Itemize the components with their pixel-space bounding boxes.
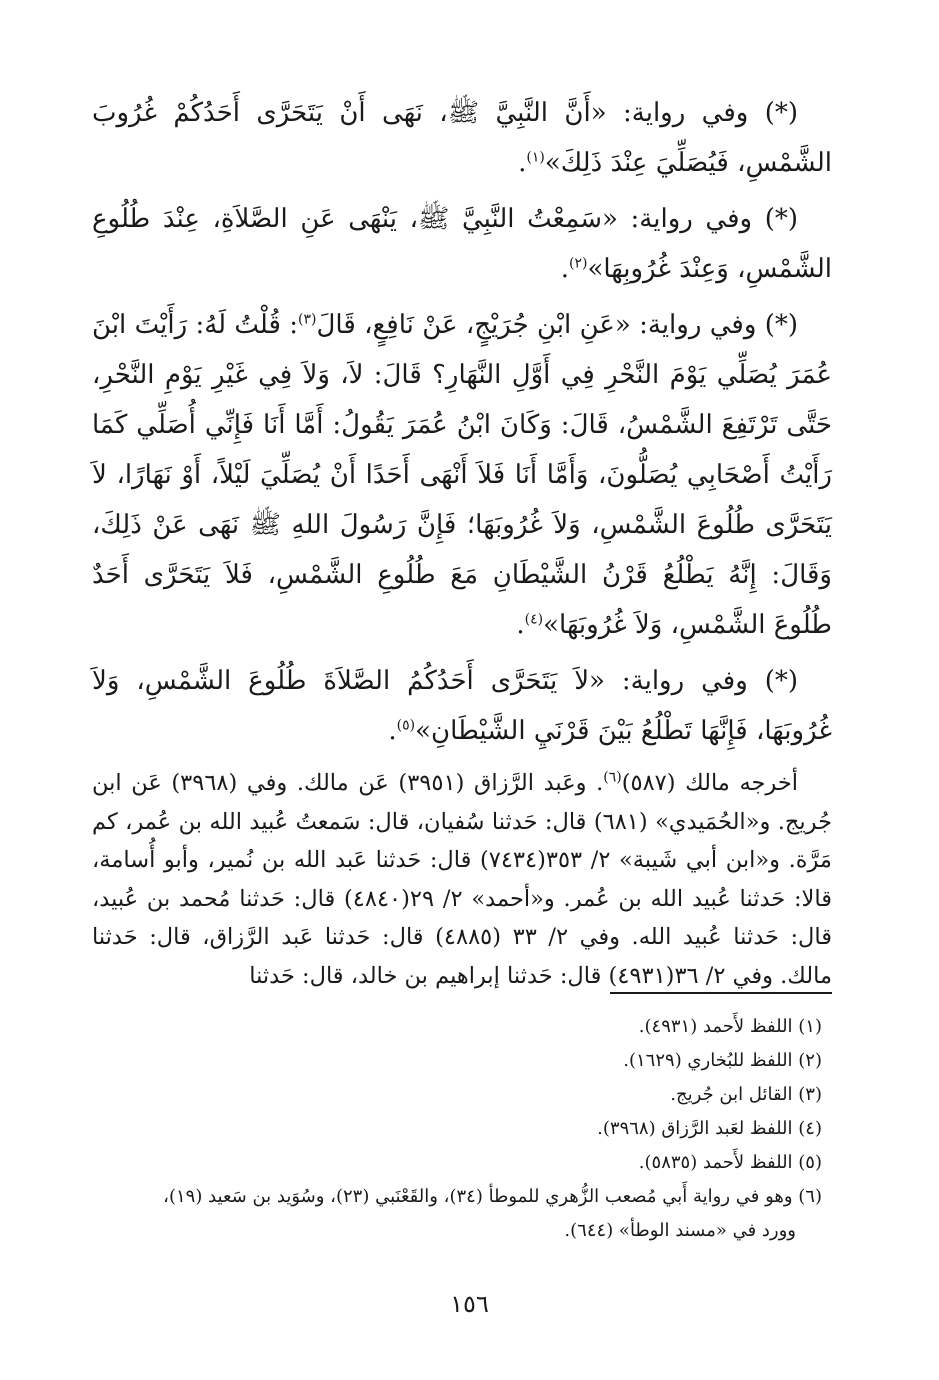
footnote-continuation: وورد في «مسند الوطأ» (٦٤٤). [564,1220,796,1241]
footnote-marker[interactable]: (٦) [603,769,622,786]
hadith-paragraph: (*) وفي رواية: «سَمِعْتُ النَّبِيَّ ﷺ، يَنْهَى عَنِ الصَّلاَةِ، عِنْدَ طُلُوعِ الشَّمْسِ، وَعِنْدَ غُرُوبِهَا»$^{(٢)}$. [92,204,832,284]
footnotes [92,1010,832,1248]
hadith-paragraph: (*) وفي رواية: «عَنِ ابْنِ جُرَيْجٍ، عَنْ نَافِعٍ، قَالَ$^{(٣)}$: قُلْتُ لَهُ: رَأَيْتَ ابْنَ عُمَرَ يُصَلِّي يَوْمَ النَّحْرِ فِي أَوَّلِ النَّهَارِ؟ قَالَ: لاَ، وَلاَ فِي غَيْرِ يَوْمِ النَّحْرِ، حَتَّى تَرْتَفِعَ الشَّمْسُ، قَالَ: وَكَانَ ابْنُ عُمَرَ يَقُولُ: أَمَّا أَنَا فَإِنِّي أُصَلِّي كَمَا رَأَيْتُ أَصْحَابِي يُصَلُّونَ، وَأَمَّا أَنَا فَلاَ أَنْهَى أَحَدًا أَنْ يُصَلِّيَ لَيْلاً، أَوْ نَهَارًا، لاَ يَتَحَرَّى طُلُوعَ الشَّمْسِ، وَلاَ غُرُوبَهَا؛ فَإِنَّ رَسُولَ اللهِ ﷺ نَهَى عَنْ ذَلِكَ، وَقَالَ: إِنَّهُ يَطْلُعُ قَرْنُ الشَّيْطَانِ مَعَ طُلُوعِ الشَّمْسِ، فَلاَ يَتَحَرَّى أَحَدٌ طُلُوعَ الشَّمْسِ، وَلاَ غُرُوبَهَا»$^{(٤)}$. [92,310,832,640]
footnote: (٦) وهو في رواية أَبي مُصعب الزُّهري للموطأ (٣٤)، والقَعْنَبي (٢٣)، وسُوَيد بن سَعيد (١٩)، [163,1186,822,1207]
footnote-marker[interactable]: (٣) [298,311,317,328]
hadith-paragraph: (*) وفي رواية: «لاَ يَتَحَرَّى أَحَدُكُمُ الصَّلاَةَ طُلُوعَ الشَّمْسِ، وَلاَ غُرُوبَهَا، فَإِنَّهَا تَطْلُعُ بَيْنَ قَرْنَيِ الشَّيْطَانِ»$^{(٥)}$. [92,666,832,746]
hadith-text: (*) وفي رواية: «لاَ يَتَحَرَّى أَحَدُكُمُ الصَّلاَةَ طُلُوعَ الشَّمْسِ، وَلاَ غُرُوبَهَا، فَإِنَّهَا تَطْلُعُ بَيْنَ قَرْنَيِ الشَّيْطَانِ» [92,666,832,746]
takhrij-text: . وعَبد الرَّزاق (٣٩٥١) عَن مالك. وفي (٣٩٦٨) عَن ابن جُريج. و«الحُمَيدي» (٦٨١) قال: حَدثنا سُفيان، قال: سَمعتُ عُبيد الله بن عُمر، كم مَرَّة. و«ابن أبي شَيبة» ٢/ ٣٥٣(٧٤٣٤) قال: حَدثنا عَبد الله بن نُمير، وأبو أُسامة، قالا: حَدثنا عُبيد الله بن عُمر. و«أحمد» ٢/ ٢٩(٤٨٤٠) قال: حَدثنا مُحمد بن عُبيد، قال: حَدثنا عُبيد الله. وفي ٢/ ٣٣ (٤٨٨٥) قال: حَدثنا عَبد الرَّزاق، قال: حَدثنا مالك. وفي ٢/ ٣٦(٤٩٣١) قال: حَدثنا إبراهيم بن خالد، قال: حَدثنا [92,770,833,989]
footnote-marker[interactable]: (٤) [524,611,544,628]
takhrij-paragraph [92,764,832,995]
footnote: (٤) اللفظ لعَبد الرَّزاق (٣٩٦٨). [597,1118,822,1139]
hadith-text: (*) وفي رواية: «سَمِعْتُ النَّبِيَّ ﷺ، يَنْهَى عَنِ الصَّلاَةِ، عِنْدَ طُلُوعِ الشَّمْسِ، وَعِنْدَ غُرُوبِهَا» [92,204,832,284]
footnote: (٢) اللفظ للبُخاري (١٦٢٩). [623,1050,822,1071]
footnote: (٣) القائل ابن جُريج. [670,1084,822,1105]
takhrij-text: أخرجه مالك (٥٨٧) [621,770,798,796]
footnote-marker[interactable]: (٥) [396,717,416,734]
hadith-text: (*) وفي رواية: «أَنَّ النَّبِيَّ ﷺ، نَهَى أَنْ يَتَحَرَّى أَحَدُكُمْ غُرُوبَ الشَّمْسِ، فَيُصَلِّيَ عِنْدَ ذَلِكَ» [92,98,832,178]
page-number: ١٥٦ [450,1290,489,1318]
footnote: (١) اللفظ لأَحمد (٤٩٣١). [638,1016,822,1037]
hadith-text: (*) وفي رواية: «عَنِ ابْنِ جُرَيْجٍ، عَنْ نَافِعٍ، قَالَ [316,310,798,340]
footnote: (٥) اللفظ لأَحمد (٥٨٣٥). [638,1152,822,1173]
hadith-text: : قُلْتُ لَهُ: رَأَيْتَ ابْنَ عُمَرَ يُصَلِّي يَوْمَ النَّحْرِ فِي أَوَّلِ النَّهَارِ؟ قَالَ: لاَ، وَلاَ فِي غَيْرِ يَوْمِ النَّحْرِ، حَتَّى تَرْتَفِعَ الشَّمْسُ، قَالَ: وَكَانَ ابْنُ عُمَرَ يَقُولُ: أَمَّا أَنَا فَإِنِّي أُصَلِّي كَمَا رَأَيْتُ أَصْحَابِي يُصَلُّونَ، وَأَمَّا أَنَا فَلاَ أَنْهَى أَحَدًا أَنْ يُصَلِّيَ لَيْلاً، أَوْ نَهَارًا، لاَ يَتَحَرَّى طُلُوعَ الشَّمْسِ، وَلاَ غُرُوبَهَا؛ فَإِنَّ رَسُولَ اللهِ ﷺ نَهَى عَنْ ذَلِكَ، وَقَالَ: إِنَّهُ يَطْلُعُ قَرْنُ الشَّيْطَانِ مَعَ طُلُوعِ الشَّمْسِ، فَلاَ يَتَحَرَّى أَحَدٌ طُلُوعَ الشَّمْسِ، وَلاَ غُرُوبَهَا» [92,310,832,640]
footnote-marker[interactable]: (١) [526,149,545,166]
footnote-divider [610,992,832,994]
hadith-paragraph: (*) وفي رواية: «أَنَّ النَّبِيَّ ﷺ، نَهَى أَنْ يَتَحَرَّى أَحَدُكُمْ غُرُوبَ الشَّمْسِ، فَيُصَلِّيَ عِنْدَ ذَلِكَ»$^{(١)}$. [92,98,832,178]
footnote-marker[interactable]: (٢) [568,255,588,272]
main-text [92,88,832,1018]
